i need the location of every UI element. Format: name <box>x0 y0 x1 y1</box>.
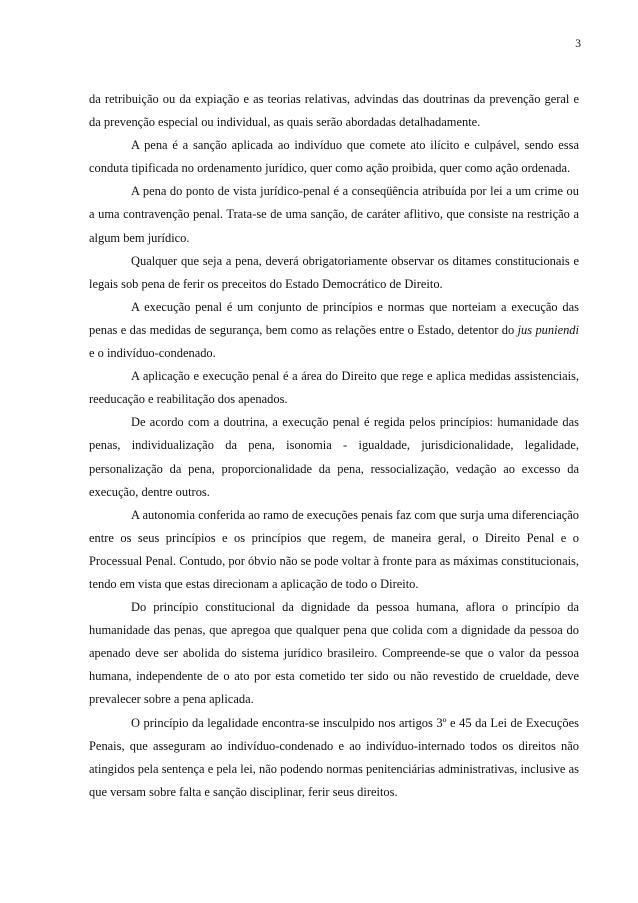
paragraph-dignidade-humana: Do princípio constitucional da dignidade da pessoa humana, aflora o princípio da humanidade das penas, que apregoa que qualquer pena que colida com a dignidade da pessoa do apenado deve ser abolida do sistema jurídico brasileiro. Compreende-se que o valor da pessoa humana, independente de o ato por esta cometido ter sido ou não revestido de crueldade, deve prevalecer sobre a pena aplicada. <box>89 600 579 707</box>
execucao-penal-text-before: A execução penal é um conjunto de princípios e normas que norteiam a execução das penas e das medidas de segurança, bem como as relações entre o Estado, detentor do <box>89 299 579 337</box>
execucao-penal-text-after: e o indivíduo-condenado. <box>89 346 216 361</box>
paragraph-execucao-penal <box>89 296 579 365</box>
page-number: 3 <box>575 38 581 50</box>
paragraph-pena-juridico-penal: A pena do ponto de vista jurídico-penal é a conseqüência atribuída por lei a um crime ou a uma contravenção penal. Trata-se de uma sanção, de caráter aflitivo, que consiste na restrição a algum bem jurídico. <box>89 184 579 245</box>
paragraph-legalidade: O princípio da legalidade encontra-se insculpido nos artigos 3º e 45 da Lei de Execuções Penais, que asseguram ao indivíduo-condenado e ao indivíduo-internado todos os direitos não atingidos pela sentença e pela lei, não podendo normas penitenciárias administrativas, inclusive as que versam sobre falta e sanção disciplinar, ferir seus direitos. <box>89 715 579 799</box>
body-text <box>89 88 579 804</box>
jus-puniendi-term: jus puniendi <box>517 322 579 337</box>
paragraph-aplicacao-execucao: A aplicação e execução penal é a área do Direito que rege e aplica medidas assistenciais, reeducação e reabilitação dos apenados. <box>89 369 579 407</box>
paragraph-autonomia: A autonomia conferida ao ramo de execuções penais faz com que surja uma diferenciação entre os seus princípios e os princípios que regem, de maneira geral, o Direito Penal e o Processual Penal. Contudo, por óbvio não se pode voltar à fronte para as máximas constitucionais, tendo em vista que estas direcionam a aplicação de todo o Direito. <box>89 507 579 591</box>
paragraph-continuation: da retribuição ou da expiação e as teorias relativas, advindas das doutrinas da prevenção geral e da prevenção especial ou individual, as quais serão abordadas detalhadamente. <box>89 92 579 130</box>
paragraph-principios: De acordo com a doutrina, a execução penal é regida pelos princípios: humanidade das penas, individualização da pena, isonomia - igualdade, jurisdicionalidade, legalidade, personalização da pena, proporcionalidade da pena, ressocialização, vedação ao excesso da execução, dentre outros. <box>89 415 579 499</box>
paragraph-pena-definition: A pena é a sanção aplicada ao indivíduo que comete ato ilícito e culpável, sendo essa conduta tipificada no ordenamento jurídico, quer como ação proibida, quer como ação ordenada. <box>89 138 579 176</box>
paragraph-ditames-constitucionais: Qualquer que seja a pena, deverá obrigatoriamente observar os ditames constitucionais e legais sob pena de ferir os preceitos do Estado Democrático de Direito. <box>89 253 579 291</box>
